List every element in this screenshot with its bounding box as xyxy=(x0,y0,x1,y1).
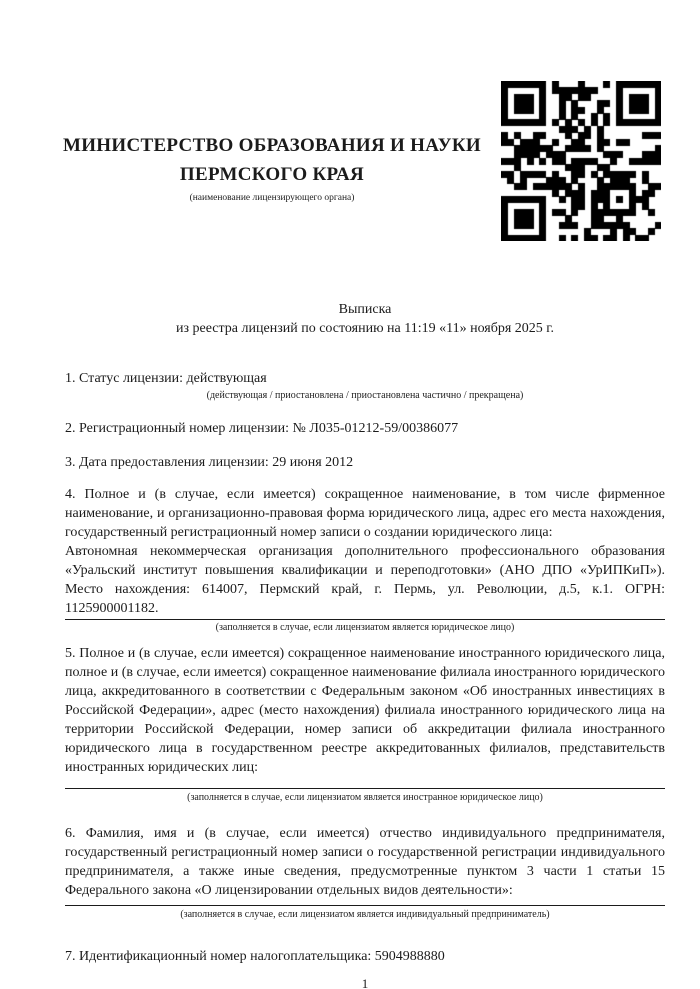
license-grant-date-text: 3. Дата предоставления лицензии: 29 июня 2012 xyxy=(65,455,354,470)
item-taxpayer-number xyxy=(65,947,665,966)
item-license-grant-date xyxy=(65,453,665,472)
item-legal-entity xyxy=(65,485,665,634)
individual-entrepreneur-note: (заполняется в случае, если лицензиатом является индивидуальный предприниматель) xyxy=(180,909,550,920)
license-status-options-note: (действующая / приостановлена / приостановлена частично / прекращена) xyxy=(206,390,524,401)
fill-line xyxy=(65,788,665,789)
foreign-entity-note: (заполняется в случае, если лицензиатом является иностранное юридическое лицо) xyxy=(187,792,543,803)
page-number: 1 xyxy=(361,976,369,989)
item-foreign-entity xyxy=(65,644,665,804)
authority-name-note: (наименование лицензирующего органа) xyxy=(189,193,355,203)
ministry-name-line2: ПЕРМСКОГО КРАЯ xyxy=(179,164,365,185)
fill-line xyxy=(65,905,665,906)
fill-line xyxy=(65,619,665,620)
ministry-name-line1: МИНИСТЕРСТВО ОБРАЗОВАНИЯ И НАУКИ xyxy=(62,135,482,156)
document-title-line1: Выписка xyxy=(338,302,392,317)
document-title xyxy=(65,300,665,338)
individual-entrepreneur-question: 6. Фамилия, имя и (в случае, если имеется) отчество индивидуального предпринимателя, государственный регистрационный номер записи о государственной регистрации индивидуального предпринимателя, а также иные сведения, предусмотренные пунктом 3 части 1 статьи 15 Федерального закона «О лицензировании отдельных видов деятельности»: xyxy=(65,826,665,898)
item-registration-number xyxy=(65,419,665,438)
legal-entity-note: (заполняется в случае, если лицензиатом является юридическое лицо) xyxy=(215,622,515,633)
item-license-status xyxy=(65,369,665,402)
document-title-line2: из реестра лицензий по состоянию на 11:19 «11» ноября 2025 г. xyxy=(176,321,554,336)
item-individual-entrepreneur xyxy=(65,824,665,921)
taxpayer-number-text: 7. Идентификационный номер налогоплательщика: 5904988880 xyxy=(65,949,445,964)
legal-entity-question: 4. Полное и (в случае, если имеется) сокращенное наименование, в том числе фирменное наименование, и организационно-правовая форма юридического лица, адрес его места нахождения, государственный регистрационный номер записи о создании юридического лица: xyxy=(65,487,665,540)
foreign-entity-question: 5. Полное и (в случае, если имеется) сокращенное наименование иностранного юридического лица, полное и (в случае, если имеется) сокращенное наименование филиала иностранного юридического лица, аккредитованного в соответствии с Федеральным законом «Об иностранных инвестициях в Российской Федерации», адрес (место нахождения) филиала иностранного юридического лица на территории Российской Федерации, номер записи об аккредитации филиала иностранного юридического лица в государственном реестре аккредитованных филиалов, представительств иностранных юридических лиц: xyxy=(65,646,665,775)
license-status-text: 1. Статус лицензии: действующая xyxy=(65,371,267,386)
registration-number-text: 2. Регистрационный номер лицензии: № Л035-01212-59/00386077 xyxy=(65,421,459,436)
legal-entity-value: Автономная некоммерческая организация дополнительного профессионального образования «Уральский институт повышения квалификации и переподготовки» (АНО ДПО «УрИПКиП»). Место нахождения: 614007, Пермский край, г. Пермь, ул. Революции, д.5, к.1. ОГРН: 1125900001182. xyxy=(65,544,665,616)
document-body xyxy=(65,0,665,989)
